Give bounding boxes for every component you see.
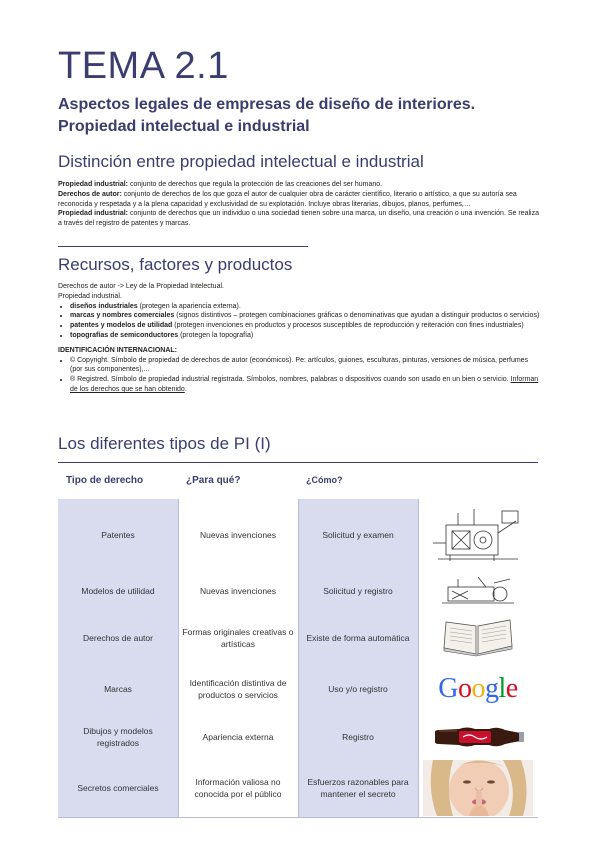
table-row xyxy=(58,663,538,716)
list-item xyxy=(70,321,540,331)
intl-text-end: . xyxy=(184,385,187,393)
cell-como: Esfuerzos razonables para mantener el secreto xyxy=(298,759,418,817)
text-line: Derechos de autor -> Ley de la Propiedad Intelectual. xyxy=(58,283,224,290)
paragraph-propiedad-industrial-1 xyxy=(58,180,540,190)
definition: (protegen la topografía) xyxy=(178,331,254,339)
section-distincion-body xyxy=(58,180,540,229)
google-logo-icon xyxy=(438,673,518,704)
table-header xyxy=(58,462,538,500)
definition: conjunto de derechos que un individuo o una sociedad tienen sobre una marca, un diseño, una creación o una invención. Se realiza a través del registro de patentes y marcas. xyxy=(58,210,539,228)
term: topografías de semiconductores xyxy=(70,331,179,339)
patent-drawing-icon xyxy=(428,503,528,567)
table-row xyxy=(58,612,538,664)
cell-tipo: Derechos de autor xyxy=(58,612,178,663)
list-item: • © Copyright. Símbolo de propiedad de derechos de autor (económicos). Pe: artículos, guiones, esculturas, pinturas, versiones de música, perfumes (por sus componentes),... xyxy=(70,356,540,376)
cell-image xyxy=(418,759,538,817)
google-logo-letter: g xyxy=(485,673,499,704)
paragraph-propiedad-industrial-2 xyxy=(58,209,540,229)
google-logo-letter: e xyxy=(505,673,518,704)
intl-list xyxy=(58,356,540,395)
cell-tipo: Modelos de utilidad xyxy=(58,570,178,612)
table-row xyxy=(58,759,538,818)
definition: conjunto de derechos que regula la protección de las creaciones del ser humano. xyxy=(128,181,383,188)
cell-como: Uso y/o registro xyxy=(298,663,418,715)
section-heading-tipos-pi: Los diferentes tipos de PI (I) xyxy=(58,434,271,453)
term: Derechos de autor: xyxy=(58,190,122,198)
google-logo-letter: o xyxy=(471,673,485,704)
table-row xyxy=(58,570,538,613)
google-logo-letter: G xyxy=(438,673,458,704)
term: patentes y modelos de utilidad xyxy=(70,322,173,330)
definition: (signos distintivos – protegen combinaciones gráficas o denominativas que ayudan a distinguir productos o servicios) xyxy=(174,312,540,320)
cell-image xyxy=(418,499,538,570)
paragraph-derechos-autor xyxy=(58,190,540,210)
cell-tipo: Secretos comerciales xyxy=(58,759,178,817)
google-logo-letter: o xyxy=(458,673,472,704)
list-item xyxy=(70,331,540,341)
cell-tipo: Patentes xyxy=(58,499,178,570)
column-header-para: ¿Para qué? xyxy=(186,475,241,486)
table-row xyxy=(58,499,538,571)
term: marcas y nombres comerciales xyxy=(70,312,175,320)
column-header-tipo: Tipo de derecho xyxy=(66,475,144,486)
page-subtitle: Aspectos legales de empresas de diseño de interiores. Propiedad intelectual e industrial xyxy=(58,96,476,135)
definition: (protegen la apariencia externa). xyxy=(137,302,241,310)
definition: conjunto de derechos de los que goza el autor de cualquier obra de carácter científico, literario o artístico, a que su autoría sea reconocida y respetada y a la plena capacidad y exclusividad de su explotación. Incluye obras literarias, dibujos, planos, perfumes,… xyxy=(58,190,517,208)
definition: (protegen invenciones en productos y procesos susceptibles de reproducción y reiteración con fines industriales) xyxy=(172,322,524,330)
cell-para: Nuevas invenciones xyxy=(178,499,298,570)
list-item xyxy=(70,375,540,395)
cell-para: Identificación distintiva de productos o servicios xyxy=(178,663,298,715)
cell-tipo: Dibujos y modelos registrados xyxy=(58,715,178,759)
term: diseños industriales xyxy=(70,302,138,310)
cell-como: Solicitud y registro xyxy=(298,570,418,612)
cell-image xyxy=(418,570,538,612)
column-header-como: ¿Cómo? xyxy=(306,475,343,485)
list-item xyxy=(70,311,540,321)
cell-para: Formas originales creativas o artísticas xyxy=(178,612,298,663)
cell-image xyxy=(418,612,538,663)
woman-shush-icon xyxy=(423,760,533,816)
section-recursos-body xyxy=(58,282,540,395)
table-row xyxy=(58,715,538,760)
cell-tipo: Marcas xyxy=(58,663,178,715)
list-item xyxy=(70,302,540,312)
bullet-list xyxy=(58,302,540,341)
section-divider xyxy=(58,246,308,247)
page-title: TEMA 2.1 xyxy=(58,45,229,87)
cell-image xyxy=(418,663,538,715)
cell-para: Nuevas invenciones xyxy=(178,570,298,612)
section-heading-distincion: Distinción entre propiedad intelectual e industrial xyxy=(58,152,424,171)
term: Propiedad industrial: xyxy=(58,210,129,218)
coca-cola-bottle-icon xyxy=(431,722,525,752)
cell-para: Apariencia externa xyxy=(178,715,298,759)
term: Propiedad industrial: xyxy=(58,181,129,188)
intl-text: ® Registred. Símbolo de propiedad industrial registrada. Símbolos, nombres, palabras o dispositivos cuando son usado en un bien o servicio. xyxy=(70,376,511,384)
open-book-icon xyxy=(440,618,516,658)
cell-para: Información valiosa no conocida por el público xyxy=(178,759,298,817)
cell-como: Registro xyxy=(298,715,418,759)
text-line: Propiedad industrial. xyxy=(58,292,122,300)
cell-como: Solicitud y examen xyxy=(298,499,418,570)
cell-como: Existe de forma automática xyxy=(298,612,418,663)
intl-heading: IDENTIFICACIÓN INTERNACIONAL: xyxy=(58,346,177,354)
google-logo-letter: l xyxy=(498,673,506,704)
utility-model-drawing-icon xyxy=(438,573,518,609)
section-heading-recursos: Recursos, factores y productos xyxy=(58,255,293,274)
cell-image xyxy=(418,715,538,759)
underlined-text: Informan de los derechos que se han obtenido xyxy=(70,376,539,393)
